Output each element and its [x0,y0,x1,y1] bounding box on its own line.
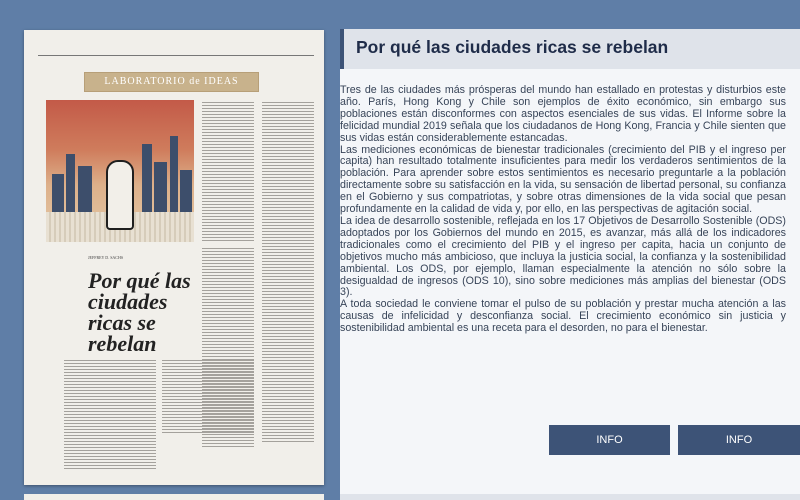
article-paragraph-1: Tres de las ciudades más prósperas del mundo han estallado en protestas y disturbios este año. París, Hong Kong y Chile son ejemplos de éxito económico, sin embargo sus poblaciones están disconformes con aspectos esenciales de sus vidas. El Informe sobre la felicidad mundial 2019 señala que los ciudadanos de Hong Kong, Francia y Chile sienten que sus vidas están considerablemente estancadas. [340,84,786,144]
clipping-headline: Por qué las ciudades ricas se rebelan [88,268,191,356]
article-content [340,69,800,500]
article-title: Por qué las ciudades ricas se rebelan [356,37,669,57]
article-title-bar [340,29,800,69]
info-button-2[interactable]: INFO [678,425,800,455]
article-paragraph-2: Las mediciones económicas de bienestar tradicionales (crecimiento del PIB y el ingreso per capita) han resultado totalmente insuficientes para medir los verdaderos sentimientos de la población. Para aprender sobre estos sentimientos es necesario preguntarle a la población directamente sobre su satisfacción en la vida, su sensación de libertad personal, su confianza en el Gobierno y sus compatriotas, y sobre otras dimensiones de la vida social que pesan profundamente en la calidad de vida y, por ello, en las perspectivas de agitación social. [340,143,786,216]
next-card-image-edge [24,494,324,500]
article-paragraph-3: La idea de desarrollo sostenible, reflejada en los 17 Objetivos de Desarrollo Sostenible (ODS) adoptados por los Gobiernos del mundo en 2015, es avanzar, más allá de los indicadores tradicionales como el crecimiento del PIB y el ingreso per capita, hacia un conjunto de objetivos mucho más ambicioso, que incluya la justicia social, la confianza y la sostenibilidad ambiental. Los ODS, por ejemplo, llaman especialmente la atención no sólo sobre la desigualdad de ingresos (ODS 10), sino sobre mediciones más amplias del bienestar (ODS 3). [340,214,786,299]
clipping-masthead-line [38,48,314,56]
clipping-byline: JEFFREY D. SACHS [88,255,124,260]
clipping-section-banner: LABORATORIO de IDEAS [84,72,259,92]
article-body [340,85,786,335]
newspaper-clipping-image [24,30,324,485]
article-paragraph-4: A toda sociedad le conviene tomar el pulso de su población y prestar mucha atención a las causas de infelicidad y desconfianza social. El crecimiento económico sin justicia y sostenibilidad ambiental es una receta para el desorden, no para el bienestar. [340,298,786,335]
info-button-1[interactable]: INFO [549,425,670,455]
protester-figure [106,160,134,230]
next-card-title-edge [340,494,800,500]
clipping-illustration [46,100,194,242]
